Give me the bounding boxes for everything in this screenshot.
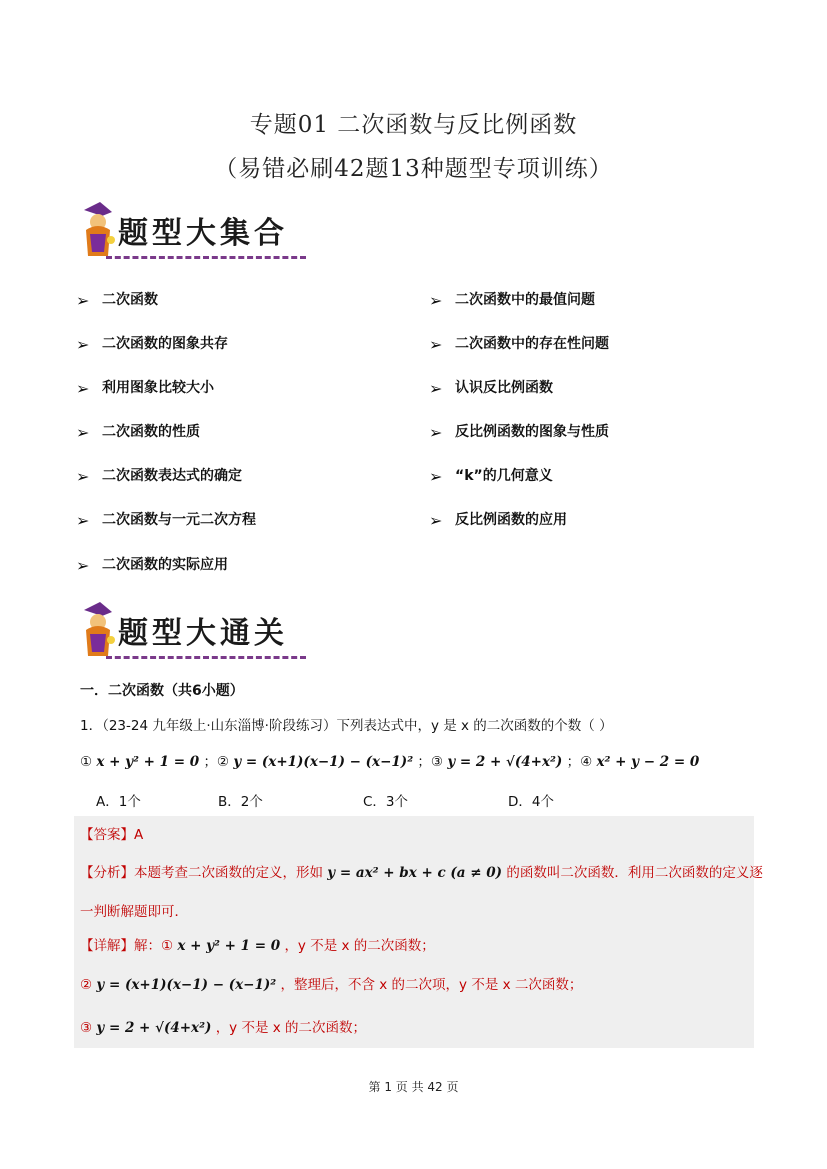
topic-item: ➢ 二次函数与一元二次方程 xyxy=(76,511,256,530)
banner-collection-text: 题型大集合 xyxy=(118,216,288,251)
arrow-bullet-icon: ➢ xyxy=(429,335,443,354)
topic-item: ➢ 二次函数表达式的确定 xyxy=(76,467,242,486)
banner-divider xyxy=(106,256,306,259)
topic-item: ➢ 利用图象比较大小 xyxy=(76,379,214,398)
topic-item: ➢ 反比例函数的图象与性质 xyxy=(429,423,609,442)
detail-line-3: ③ y = 2 + √(4+x²) ，y 不是 x 的二次函数； xyxy=(80,1020,367,1036)
math-expression: y = 2 + √(4+x²) xyxy=(447,754,563,770)
arrow-bullet-icon: ➢ xyxy=(429,423,443,442)
page-subtitle: （易错必刷42题13种题型专项训练） xyxy=(214,156,613,182)
question-expressions: ① x + y² + 1 = 0 ；② y = (x+1)(x−1) − (x−1)² ；③ y = 2 + √(4+x²) ；④ x² + y − 2 = 0 xyxy=(80,754,700,770)
arrow-bullet-icon: ➢ xyxy=(76,423,90,442)
arrow-bullet-icon: ➢ xyxy=(76,511,90,530)
banner-collection xyxy=(78,198,310,268)
option-c: C．3个 xyxy=(363,794,409,810)
math-expression: x² + y − 2 = 0 xyxy=(596,754,700,770)
section-heading: 一．二次函数（共6小题） xyxy=(80,683,244,699)
math-expression: x + y² + 1 = 0 xyxy=(177,938,281,954)
detail-line-1: 【详解】解：① x + y² + 1 = 0 ，y 不是 x 的二次函数； xyxy=(80,938,435,954)
option-d: D．4个 xyxy=(508,794,554,810)
arrow-bullet-icon: ➢ xyxy=(76,335,90,354)
wizard-icon xyxy=(78,600,118,662)
topic-item: ➢ 二次函数的性质 xyxy=(76,423,200,442)
analysis-line: 【分析】本题考查二次函数的定义，形如 y = ax² + bx + c (a ≠ 0) 的函数叫二次函数．利用二次函数的定义逐 xyxy=(80,865,763,881)
arrow-bullet-icon: ➢ xyxy=(76,291,90,310)
topic-item: ➢ 二次函数 xyxy=(76,291,158,310)
math-expression: y = 2 + √(4+x²) xyxy=(96,1020,212,1036)
topic-item: ➢ 认识反比例函数 xyxy=(429,379,553,398)
topic-item: ➢ 二次函数的图象共存 xyxy=(76,335,228,354)
arrow-bullet-icon: ➢ xyxy=(76,379,90,398)
arrow-bullet-icon: ➢ xyxy=(429,291,443,310)
arrow-bullet-icon: ➢ xyxy=(429,511,443,530)
arrow-bullet-icon: ➢ xyxy=(76,467,90,486)
arrow-bullet-icon: ➢ xyxy=(429,467,443,486)
topic-item: ➢ 二次函数中的最值问题 xyxy=(429,291,595,310)
topic-item: ➢ 二次函数的实际应用 xyxy=(76,556,228,575)
topic-item: ➢ 二次函数中的存在性问题 xyxy=(429,335,609,354)
question-stem: 1．（23-24 九年级上·山东淄博·阶段练习）下列表达式中，y 是 x 的二次函数的个数（ ） xyxy=(80,718,613,734)
banner-pass-text: 题型大通关 xyxy=(118,616,288,651)
math-expression: y = ax² + bx + c (a ≠ 0) xyxy=(327,865,503,881)
math-expression: y = (x+1)(x−1) − (x−1)² xyxy=(233,754,414,770)
banner-divider xyxy=(106,656,306,659)
wizard-icon xyxy=(78,200,118,262)
detail-line-2: ② y = (x+1)(x−1) − (x−1)² ，整理后，不含 x 的二次项，y 不是 x 二次函数； xyxy=(80,977,583,993)
math-expression: y = (x+1)(x−1) − (x−1)² xyxy=(96,977,277,993)
option-b: B．2个 xyxy=(218,794,263,810)
topic-item: ➢ 反比例函数的应用 xyxy=(429,511,567,530)
arrow-bullet-icon: ➢ xyxy=(429,379,443,398)
banner-pass xyxy=(78,598,310,668)
analysis-line-2: 一判断解题即可． xyxy=(80,904,188,920)
answer-panel xyxy=(74,816,754,1048)
page-footer: 第 1 页 共 42 页 xyxy=(368,1080,459,1094)
option-a: A．1个 xyxy=(96,794,141,810)
answer-line: 【答案】A xyxy=(80,827,144,843)
arrow-bullet-icon: ➢ xyxy=(76,556,90,575)
page-title: 专题01 二次函数与反比例函数 xyxy=(249,112,578,138)
math-expression: x + y² + 1 = 0 xyxy=(96,754,200,770)
topic-item: ➢ “k”的几何意义 xyxy=(429,467,553,486)
